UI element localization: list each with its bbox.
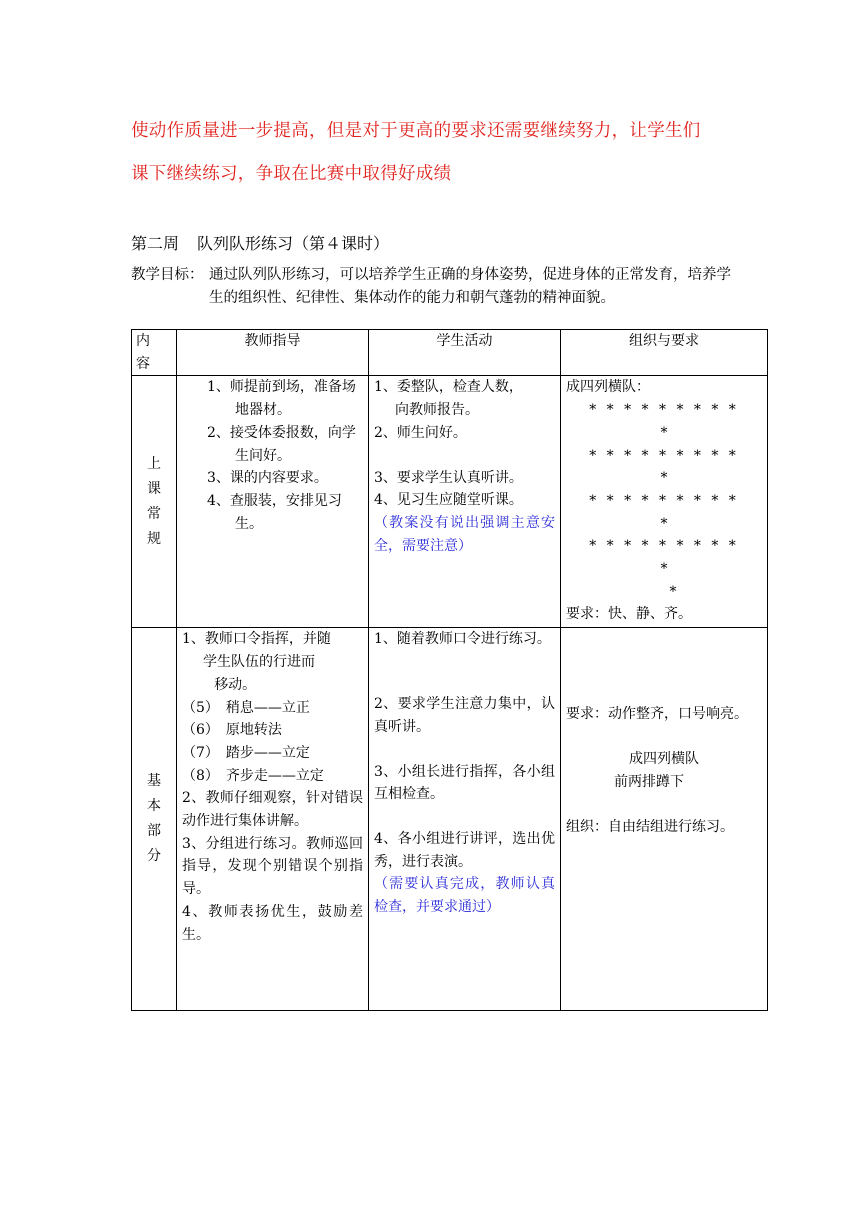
row2-student <box>369 628 561 1011</box>
list-item: 4、各小组进行讲评，选出优秀，进行表演。 <box>374 830 555 870</box>
table-row <box>132 376 768 628</box>
intro-line-2: 课下继续练习，争取在比赛中取得好成绩 <box>131 164 452 184</box>
list-item: 2、师生问好。 <box>374 424 467 441</box>
list-item: 3、课的内容要求。 <box>207 470 328 487</box>
list-item: 1、随着教师口令进行练习。 <box>374 631 551 648</box>
sub-item: （8） 齐步走——立定 <box>182 767 324 784</box>
objective-text: 通过队列队形练习，可以培养学生正确的身体姿势，促进身体的正常发育，培养学生的组织性、纪律性、集体动作的能力和朝气蓬勃的精神面貌。 <box>209 267 731 306</box>
header-content <box>132 330 177 376</box>
sub-item: （6） 原地转法 <box>182 722 282 739</box>
formation-star: * <box>660 424 668 441</box>
list-item: 2、接受体委报数，向学生问好。 <box>207 424 356 464</box>
table-header-row <box>132 330 768 376</box>
org-organize: 组织：自由结组进行练习。 <box>566 818 734 835</box>
formation-star: * <box>660 561 668 578</box>
list-item: 2、教师仔细观察，针对错误动作进行集体讲解。 <box>182 790 363 830</box>
row1-label-char: 常 <box>147 505 161 522</box>
blue-note: （需要认真完成，教师认真检查，并要求通过） <box>374 876 555 916</box>
list-item: 1、师提前到场，准备场地器材。 <box>207 379 356 419</box>
table-row <box>132 628 768 1011</box>
row1-org <box>561 376 768 628</box>
list-item: 1、委整队，检查人数， <box>374 379 523 396</box>
week-label: 第二周 <box>131 234 180 253</box>
org-formation: 成四列横队 <box>629 751 699 768</box>
lesson-title: 队列队形练习（第４课时） <box>197 234 390 253</box>
header-content-a: 内 <box>136 333 150 349</box>
list-item: 3、要求学生认真听讲。 <box>374 469 523 486</box>
formation-row: * * * * * * * * * <box>589 538 739 555</box>
list-item: 1、教师口令指挥，并随 <box>182 631 331 648</box>
list-item: 移动。 <box>214 676 257 693</box>
sub-item: （5） 稍息——立正 <box>182 699 310 716</box>
header-content-b: 容 <box>136 355 150 372</box>
row1-label-char: 上 <box>147 455 161 472</box>
header-student: 学生活动 <box>369 330 561 376</box>
formation-row: * * * * * * * * * <box>589 492 739 509</box>
row2-teacher <box>177 628 369 1011</box>
formation-requirement: 要求：快、静、齐。 <box>566 606 692 623</box>
row2-org <box>561 628 768 1011</box>
list-item: 3、小组长进行指挥，各小组互相检查。 <box>374 763 555 803</box>
formation-star: * <box>660 470 668 487</box>
org-requirement: 要求：动作整齐，口号响亮。 <box>566 706 748 723</box>
formation-title: 成四列横队： <box>566 379 650 396</box>
list-item: 2、要求学生注意力集中，认真听讲。 <box>374 696 555 735</box>
header-org: 组织与要求 <box>561 330 768 376</box>
row1-label <box>132 376 177 628</box>
row2-label-char: 基 <box>147 773 161 790</box>
intro-line-1: 使动作质量进一步提高，但是对于更高的要求还需要继续努力，让学生们 <box>131 121 701 141</box>
org-front-rows: 前两排蹲下 <box>614 773 684 790</box>
list-item: 学生队伍的行进而 <box>203 654 315 671</box>
row2-label-char: 本 <box>147 798 161 815</box>
formation-star: * <box>669 583 677 600</box>
sub-item: （7） 踏步——立定 <box>182 744 310 761</box>
list-item: 4、见习生应随堂听课。 <box>374 492 523 509</box>
list-item: 向教师报告。 <box>395 402 479 419</box>
teaching-objective <box>131 264 733 310</box>
lesson-heading <box>131 231 389 254</box>
objective-label: 教学目标： <box>131 267 204 283</box>
lesson-plan-table <box>131 329 768 1011</box>
row2-label-char: 分 <box>147 848 161 865</box>
blue-note: （教案没有说出强调主意安全，需要注意） <box>374 514 555 554</box>
list-item: 4、教师表扬优生，鼓励差生。 <box>182 903 363 943</box>
row2-label-char: 部 <box>147 823 161 840</box>
row1-teacher <box>177 376 369 628</box>
row1-student <box>369 376 561 628</box>
list-item: 3、分组进行练习。教师巡回指导，发现个别错误个别指导。 <box>182 835 363 898</box>
row1-label-char: 课 <box>147 480 161 497</box>
header-teacher: 教师指导 <box>177 330 369 376</box>
list-item: 4、查服装，安排见习生。 <box>207 492 342 532</box>
row2-label <box>132 628 177 1011</box>
row1-label-char: 规 <box>147 530 161 547</box>
formation-row: * * * * * * * * * <box>589 402 739 419</box>
formation-row: * * * * * * * * * <box>589 447 739 464</box>
formation-star: * <box>660 515 668 532</box>
